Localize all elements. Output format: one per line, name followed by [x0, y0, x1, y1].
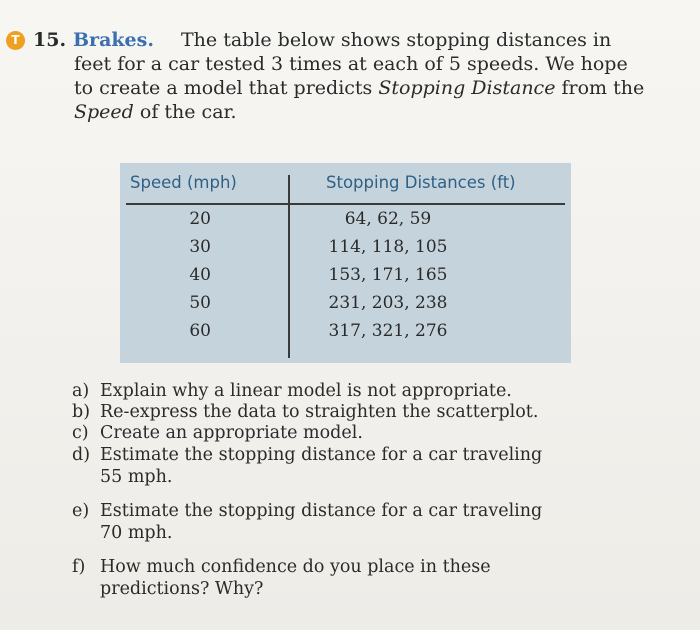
header-rule [126, 203, 565, 205]
cell-distances: 114, 118, 105 [328, 237, 448, 257]
part-label: e) [72, 501, 90, 521]
table-row [120, 293, 571, 318]
italic-term-speed: Speed [74, 101, 134, 123]
technology-badge-icon: T [6, 31, 25, 50]
problem-number: 15. [33, 29, 67, 51]
cell-speed: 20 [189, 209, 211, 229]
part-text: How much confidence do you place in these predictions? Why? [100, 557, 491, 599]
cell-distances: 231, 203, 238 [328, 293, 448, 313]
part-label: b) [72, 402, 91, 422]
table-row [120, 265, 571, 290]
table-row [120, 209, 571, 234]
table-header [120, 163, 571, 203]
part-label: a) [72, 381, 90, 401]
part-text: Create an appropriate model. [100, 423, 363, 443]
table-row [120, 321, 571, 346]
italic-term-stopping-distance: Stopping Distance [378, 77, 556, 99]
intro-line-4-tail: of the car. [139, 101, 237, 123]
part-label: f) [72, 557, 86, 577]
intro-line-3 [74, 76, 644, 100]
cell-distances: 64, 62, 59 [344, 209, 432, 229]
part-label: d) [72, 445, 91, 465]
cell-speed: 60 [189, 321, 211, 341]
part-text: Explain why a linear model is not appropriate. [100, 381, 512, 401]
intro-line-1: The table below shows stopping distances in [181, 29, 612, 51]
stopping-distance-table [120, 163, 571, 363]
cell-distances: 153, 171, 165 [328, 265, 448, 285]
intro-line-3-tail: from the [561, 77, 645, 99]
cell-distances: 317, 321, 276 [328, 321, 448, 341]
cell-speed: 50 [189, 293, 211, 313]
table-row [120, 237, 571, 262]
cell-speed: 40 [189, 265, 211, 285]
intro-line-3-text: to create a model that predicts [74, 77, 373, 99]
header-speed: Speed (mph) [130, 173, 237, 192]
part-label: c) [72, 423, 89, 443]
intro-line-4 [74, 100, 237, 124]
cell-speed: 30 [189, 237, 211, 257]
part-text: Estimate the stopping distance for a car traveling 70 mph. [100, 501, 543, 543]
part-text: Re-express the data to straighten the scatterplot. [100, 402, 539, 422]
header-stopping-distances: Stopping Distances (ft) [326, 173, 516, 192]
problem-keyword: Brakes. [73, 29, 154, 51]
part-text: Estimate the stopping distance for a car traveling 55 mph. [100, 445, 543, 487]
intro-line-2: feet for a car tested 3 times at each of 5 speeds. We hope [74, 53, 628, 75]
